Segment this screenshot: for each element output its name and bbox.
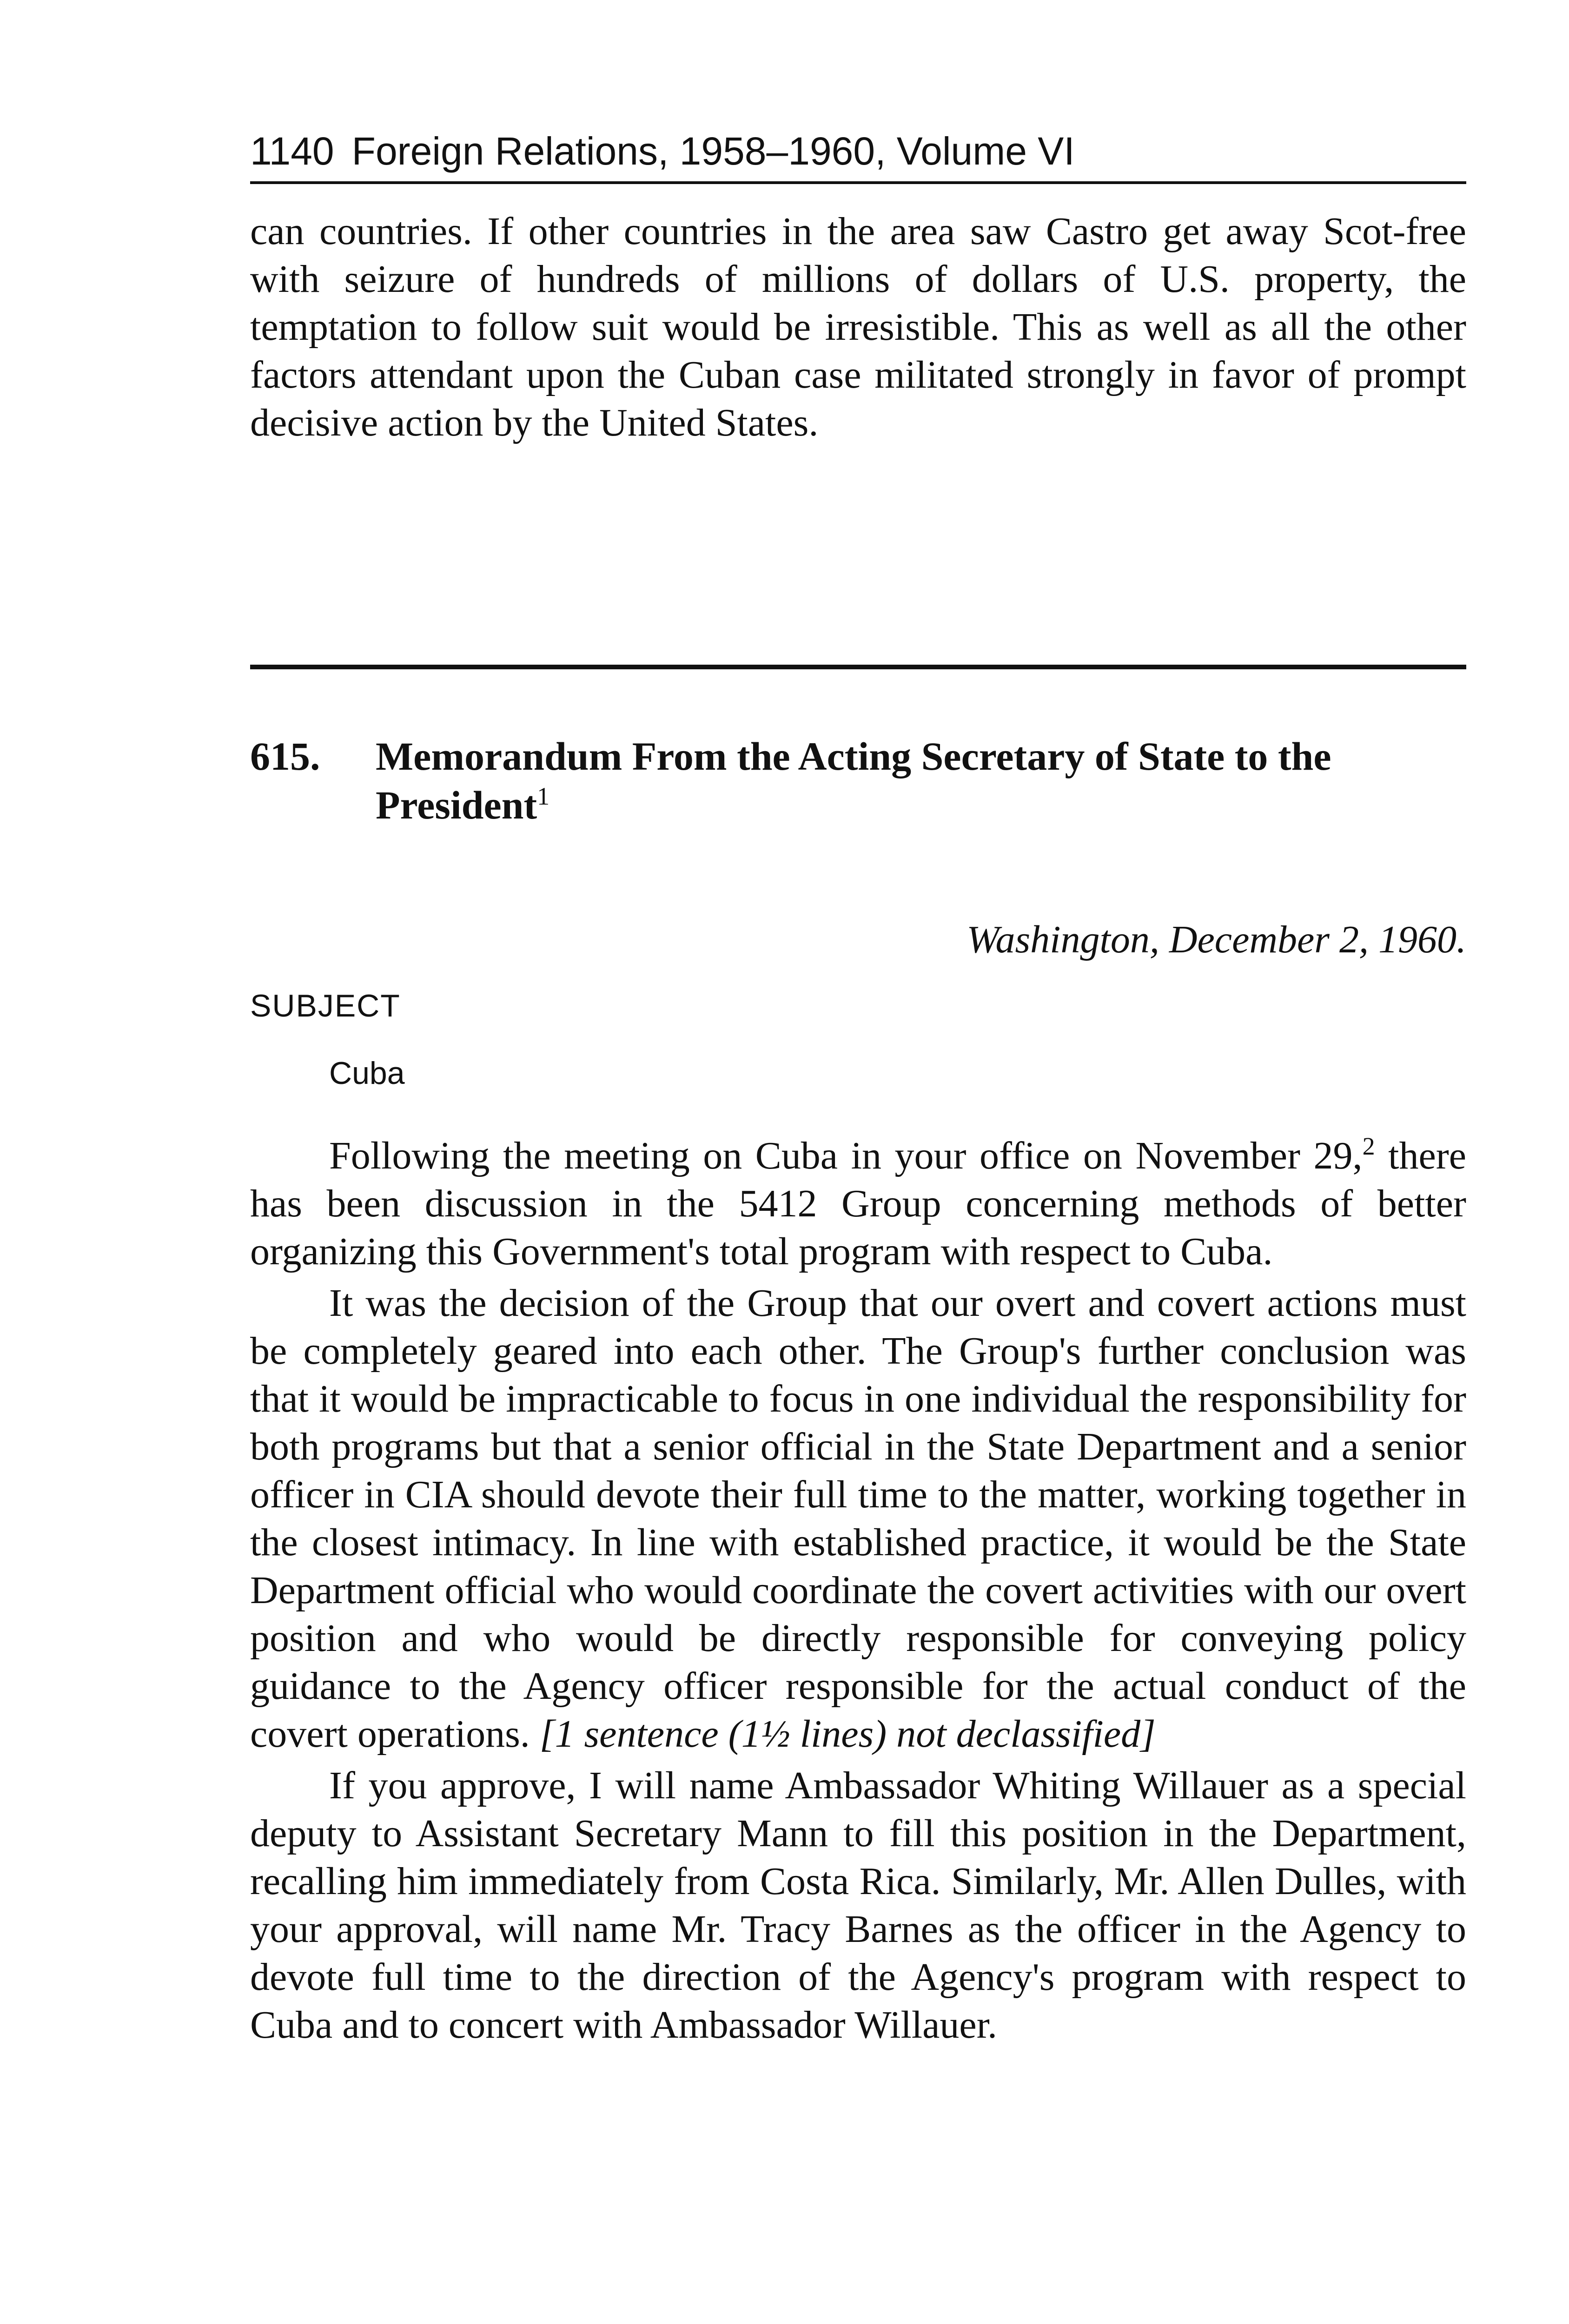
- redaction-note: [1 sentence (1½ lines) not declassified]: [539, 1712, 1156, 1756]
- paragraph-2-text: It was the decision of the Group that our overt and covert actions must be completely geared into each other. The Group's further conclusion was that it would be impracticable to focus in one individual the responsibility for both programs but that a senior official in the State Department and a senior officer in CIA should devote their full time to the matter, working together in the closest intimacy. In line with established practice, it would be the State Department official who would coordinate the covert activities with our overt position and who would be directly responsible for conveying policy guidance to the Agency officer responsible for the actual conduct of the covert operations.: [250, 1281, 1466, 1756]
- subject-value: Cuba: [329, 1056, 405, 1091]
- volume-title: Foreign Relations, 1958–1960, Volume VI: [351, 129, 1075, 173]
- running-head: [250, 125, 1466, 184]
- continued-paragraph: can countries. If other countries in the area saw Castro get away Scot-free with seizure of hundreds of millions of dollars of U.S. property, the temptation to follow suit would be irresistible. This as well as all the other factors attendant upon the Cuban case militated strongly in favor of prompt decisive action by the United States.: [250, 210, 1466, 444]
- footnote-ref-1: 1: [537, 782, 550, 810]
- footnote-ref-2: 2: [1362, 1132, 1375, 1160]
- document-title: Memorandum From the Acting Secretary of State to the President: [376, 734, 1331, 827]
- body-paragraph-2: [250, 1279, 1466, 1758]
- document-page: [250, 125, 1466, 2047]
- continued-text-block: [250, 207, 1466, 447]
- body-paragraph-3: If you approve, I will name Ambassador Whiting Willauer as a special deputy to Assistant Secretary Mann to fill this position in the Department, recalling him immediately from Costa Rica. Similarly, Mr. Allen Dulles, with your approval, will name Mr. Tracy Barnes as the officer in the Agency to devote full time to the direction of the Agency's program with respect to Cuba and to concert with Ambassador Willauer.: [250, 1764, 1466, 2047]
- page-number: 1140: [250, 129, 334, 173]
- place-date-line: Washington, December 2, 1960.: [967, 918, 1466, 961]
- paragraph-1-text-after: there has been discussion in the 5412 Group concerning methods of better organizing this Government's total program with respect to Cuba.: [250, 1134, 1466, 1273]
- section-divider: [250, 665, 1466, 669]
- subject-label: SUBJECT: [250, 988, 401, 1023]
- paragraph-1-text: Following the meeting on Cuba in your office on November 29,: [329, 1134, 1363, 1177]
- body-paragraph-1: [250, 1132, 1466, 1275]
- document-title-wrap: [376, 732, 1466, 830]
- document-number: 615.: [250, 734, 320, 779]
- memorandum-body: [250, 1132, 1466, 2049]
